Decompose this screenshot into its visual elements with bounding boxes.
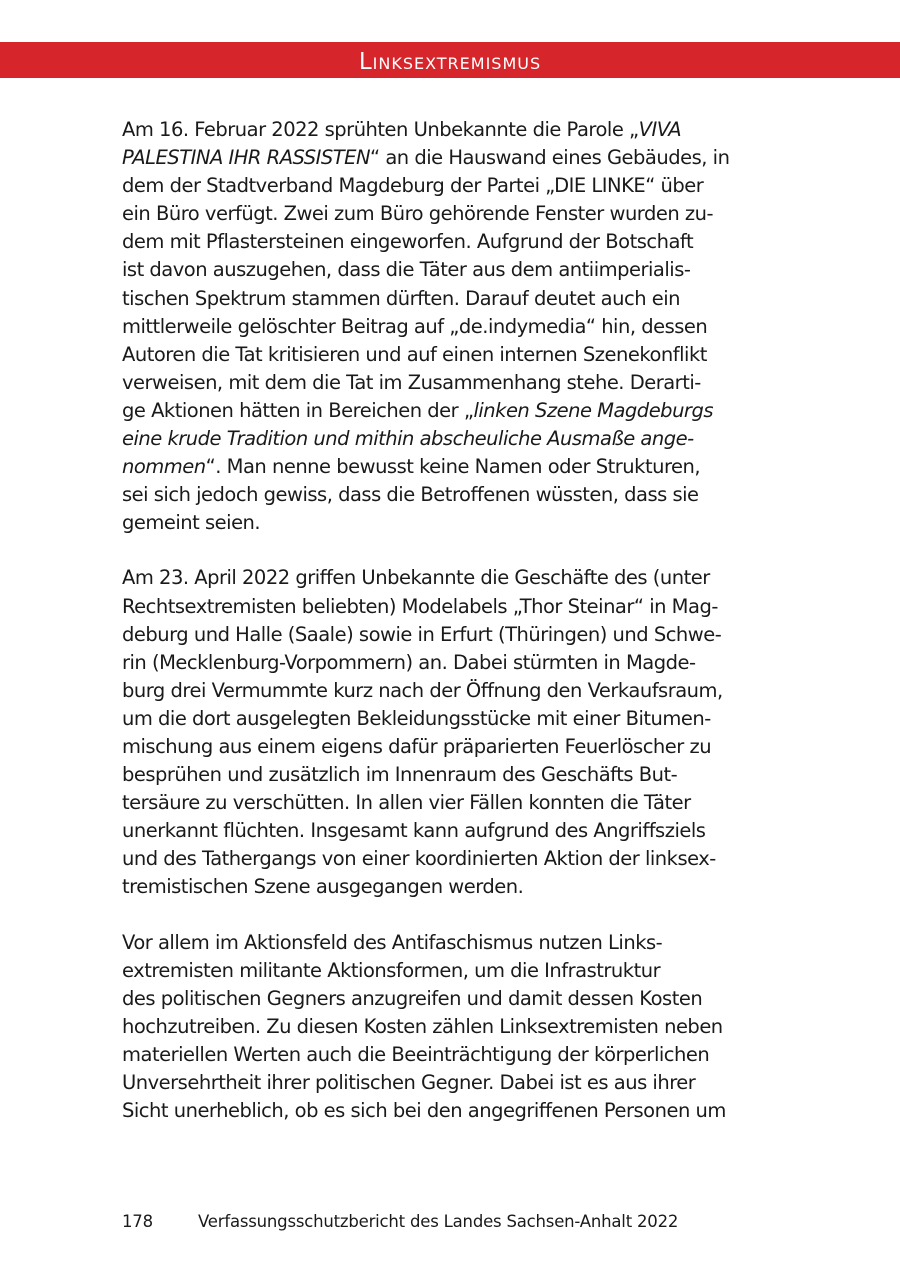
text-segment: Am 23. April 2022 griffen Unbekannte die Geschäfte des (unter — [122, 566, 710, 590]
text-line — [122, 1013, 782, 1041]
text-segment: “ an die Hauswand eines Gebäudes, in — [370, 146, 730, 170]
text-segment: sei sich jedoch gewiss, dass die Betroffenen wüssten, dass sie — [122, 483, 699, 507]
text-line — [122, 256, 782, 284]
text-segment: tremistischen Szene ausgegangen werden. — [122, 875, 524, 899]
publication-title: Verfassungsschutzbericht des Landes Sachsen-Anhalt 2022 — [198, 1212, 679, 1231]
paragraph-2 — [122, 564, 782, 901]
text-line — [122, 789, 782, 817]
text-line — [122, 845, 782, 873]
text-segment: Autoren die Tat kritisieren und auf einen internen Szenekonflikt — [122, 342, 707, 366]
text-segment: Sicht unerheblich, ob es sich bei den angegriffenen Personen um — [122, 1099, 726, 1123]
text-segment: tersäure zu verschütten. In allen vier Fällen konnten die Täter — [122, 791, 691, 815]
text-segment: tischen Spektrum stammen dürften. Darauf deutet auch ein — [122, 286, 681, 310]
text-line — [122, 200, 782, 228]
text-segment: und des Tathergangs von einer koordinierten Aktion der linksex- — [122, 847, 716, 871]
text-line — [122, 313, 782, 341]
text-segment: burg drei Vermummte kurz nach der Öffnung den Verkaufsraum, — [122, 678, 723, 702]
text-segment: verweisen, mit dem die Tat im Zusammenhang stehe. Derarti- — [122, 370, 701, 394]
text-line — [122, 285, 782, 313]
text-segment: Rechtsextremisten beliebten) Modelabels „Thor Steinar“ in Mag- — [122, 594, 718, 618]
text-line — [122, 817, 782, 845]
text-segment: Am 16. Februar 2022 sprühten Unbekannte die Parole „ — [122, 118, 639, 141]
text-line — [122, 761, 782, 789]
text-line — [122, 677, 782, 705]
text-segment: “. Man nenne bewusst keine Namen oder Strukturen, — [205, 455, 701, 479]
text-segment: mittlerweile gelöschter Beitrag auf „de.indymedia“ hin, dessen — [122, 314, 708, 338]
text-segment: dem mit Pflastersteinen eingeworfen. Aufgrund der Botschaft — [122, 230, 694, 254]
text-segment: ein Büro verfügt. Zwei zum Büro gehörende Fenster wurden zu- — [122, 202, 714, 226]
text-segment: ge Aktionen hätten in Bereichen der „ — [122, 398, 474, 422]
text-segment: gemeint seien. — [122, 511, 261, 535]
text-line — [122, 564, 782, 592]
text-line — [122, 1069, 782, 1097]
text-line — [122, 873, 782, 901]
page-number: 178 — [122, 1212, 153, 1231]
text-line — [122, 144, 782, 172]
quoted-italic-text: linken Szene Magdeburgs — [473, 398, 713, 422]
text-line — [122, 509, 782, 537]
text-line — [122, 733, 782, 761]
text-line — [122, 985, 782, 1013]
text-line — [122, 481, 782, 509]
quoted-italic-text: VIVA — [638, 118, 682, 141]
section-title: Linksextremismus — [358, 49, 542, 75]
text-segment: mischung aus einem eigens dafür präparierten Feuerlöscher zu — [122, 734, 712, 758]
text-line — [122, 929, 782, 957]
text-segment: unerkannt flüchten. Insgesamt kann aufgrund des Angriffsziels — [122, 819, 706, 843]
text-segment: besprühen und zusätzlich im Innenraum des Geschäfts But- — [122, 763, 678, 787]
quoted-italic-text: nommen — [122, 455, 206, 479]
text-line — [122, 369, 782, 397]
text-segment: des politischen Gegners anzugreifen und damit dessen Kosten — [122, 986, 703, 1010]
text-line — [122, 228, 782, 256]
text-line — [122, 705, 782, 733]
text-line — [122, 116, 782, 144]
quoted-italic-text: eine krude Tradition und mithin abscheuliche Ausmaße ange- — [122, 427, 694, 451]
text-segment: Vor allem im Aktionsfeld des Antifaschismus nutzen Links- — [122, 930, 663, 954]
paragraph-3 — [122, 929, 782, 1126]
text-segment: rin (Mecklenburg-Vorpommern) an. Dabei stürmten in Magde- — [122, 650, 696, 674]
text-line — [122, 1041, 782, 1069]
text-segment: dem der Stadtverband Magdeburg der Partei „DIE LINKE“ über — [122, 174, 704, 198]
text-line — [122, 397, 782, 425]
text-segment: um die dort ausgelegten Bekleidungsstücke mit einer Bitumen- — [122, 706, 711, 730]
body-text — [122, 116, 782, 1152]
text-segment: ist davon auszugehen, dass die Täter aus dem antiimperialis- — [122, 258, 691, 282]
text-line — [122, 1097, 782, 1125]
text-line — [122, 425, 782, 453]
text-line — [122, 341, 782, 369]
text-segment: materiellen Werten auch die Beeinträchtigung der körperlichen — [122, 1042, 710, 1066]
text-segment: Unversehrtheit ihrer politischen Gegner. Dabei ist es aus ihrer — [122, 1071, 696, 1094]
text-line — [122, 649, 782, 677]
text-segment: deburg und Halle (Saale) sowie in Erfurt (Thüringen) und Schwe- — [122, 622, 722, 646]
text-segment: hochzutreiben. Zu diesen Kosten zählen Linksextremisten neben — [122, 1014, 723, 1038]
text-line — [122, 172, 782, 200]
quoted-italic-text: PALESTINA IHR RASSISTEN — [122, 146, 371, 170]
page-footer — [122, 1212, 782, 1231]
paragraph-1 — [122, 116, 782, 537]
text-line — [122, 957, 782, 985]
text-line — [122, 593, 782, 621]
section-header-bar — [0, 42, 900, 78]
text-line — [122, 453, 782, 481]
text-line — [122, 621, 782, 649]
text-segment: extremisten militante Aktionsformen, um die Infrastruktur — [122, 958, 661, 982]
